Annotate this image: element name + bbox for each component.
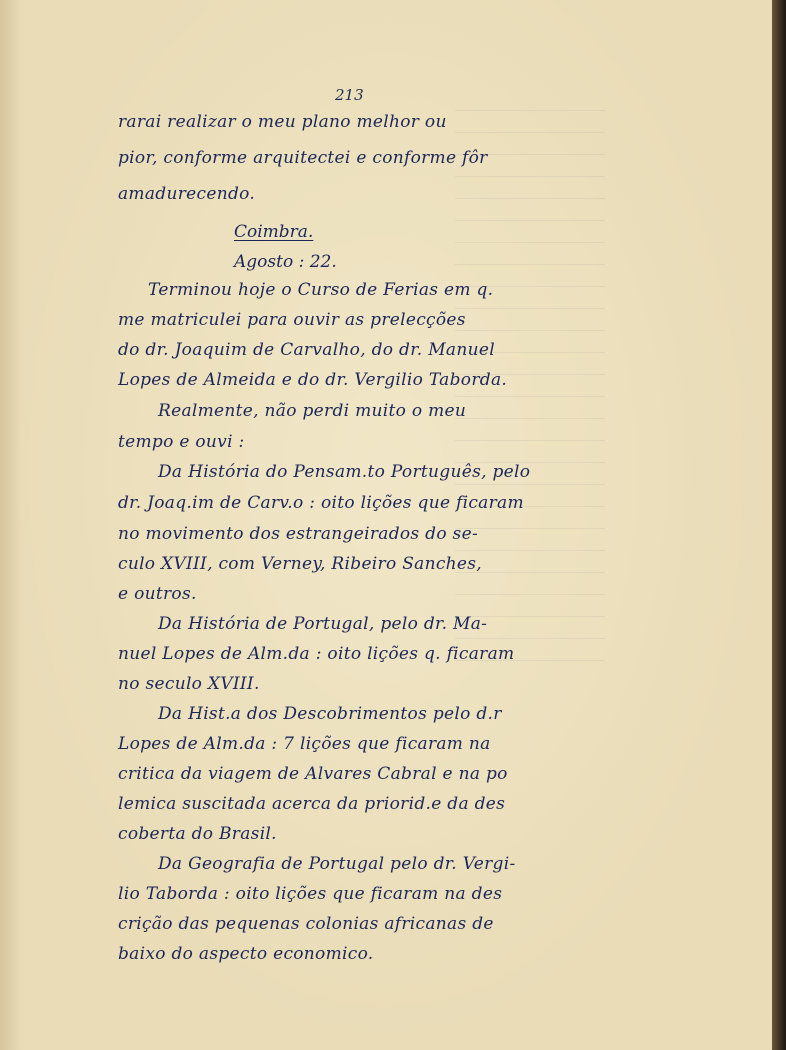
date-line: Agosto : 22. (234, 252, 337, 272)
text-line: no seculo XVIII. (118, 674, 260, 694)
text-line: Lopes de Almeida e do dr. Vergilio Taborda. (118, 370, 508, 390)
text-line: amadurecendo. (118, 184, 256, 204)
text-line: Realmente, não perdi muito o meu (158, 401, 467, 421)
book-spine-edge (772, 0, 786, 1050)
text-line: Da História do Pensam.to Português, pelo (158, 462, 531, 482)
text-line: crição das pequenas colonias africanas de (118, 914, 494, 934)
text-line: Terminou hoje o Curso de Ferias em q. (148, 280, 494, 300)
ink-bleed-through (455, 110, 605, 670)
text-line: do dr. Joaquim de Carvalho, do dr. Manuel (118, 340, 495, 360)
text-line: no movimento dos estrangeirados do se- (118, 524, 478, 544)
text-line: dr. Joaq.im de Carv.o : oito lições que ficaram (118, 493, 524, 513)
text-line: lio Taborda : oito lições que ficaram na des (118, 884, 503, 904)
text-line: Lopes de Alm.da : 7 lições que ficaram na (118, 734, 491, 754)
text-line: baixo do aspecto economico. (118, 944, 374, 964)
text-line: Da Hist.a dos Descobrimentos pelo d.r (158, 704, 502, 724)
text-line: Da História de Portugal, pelo dr. Ma- (158, 614, 488, 634)
text-line: e outros. (118, 584, 197, 604)
text-line: me matriculei para ouvir as prelecções (118, 310, 466, 330)
text-line: culo XVIII, com Verney, Ribeiro Sanches, (118, 554, 482, 574)
page-number: 213 (335, 86, 364, 104)
text-line: pior, conforme arquitectei e conforme fôr (118, 148, 488, 168)
text-line: tempo e ouvi : (118, 432, 245, 452)
text-line: critica da viagem de Alvares Cabral e na po (118, 764, 508, 784)
place-heading: Coimbra. (234, 222, 314, 242)
text-line: coberta do Brasil. (118, 824, 277, 844)
text-line: nuel Lopes de Alm.da : oito lições q. ficaram (118, 644, 515, 664)
text-line: rarai realizar o meu plano melhor ou (118, 112, 447, 132)
text-line: Da Geografia de Portugal pelo dr. Vergi- (158, 854, 516, 874)
text-line: lemica suscitada acerca da priorid.e da des (118, 794, 506, 814)
